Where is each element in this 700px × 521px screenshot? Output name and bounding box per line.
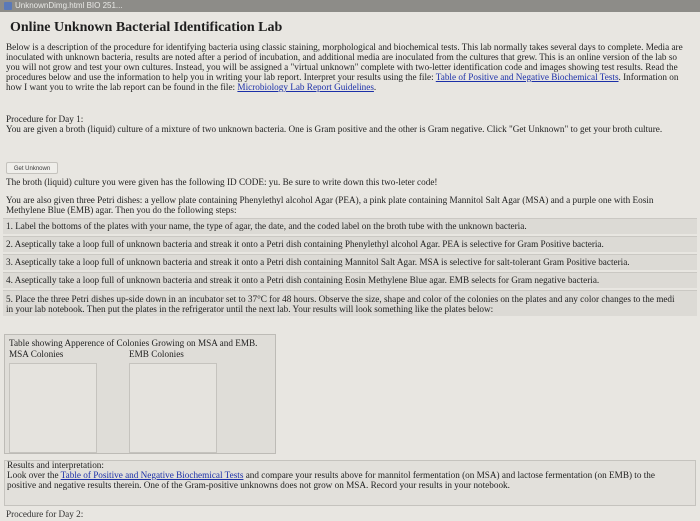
plates-line-1: You are also given three Petri dishes: a yellow plate containing Phenylethyl alcohol Agar (PEA), a pink plate containing Mannitol Salt Agar (MSA) and a purple one with Eosin	[6, 196, 654, 205]
step-1-text: 1. Label the bottoms of the plates with your name, the type of agar, the date, and the coded label on the broth tube with the unknown bacteria.	[6, 221, 527, 231]
lab-report-guidelines-link[interactable]: Microbiology Lab Report Guidelines	[237, 83, 374, 92]
results-heading: Results and interpretation:	[7, 461, 104, 470]
day2-heading: Procedure for Day 2:	[6, 510, 84, 519]
step-3-text: 3. Aseptically take a loop full of unknown bacteria and streak it onto a Petri dish containing Mannitol Salt Agar. MSA is selective for salt-tolerant Gram Positive bacteria.	[6, 257, 630, 267]
step-2	[3, 236, 697, 252]
results-biochem-tests-link[interactable]: Table of Positive and Negative Biochemical Tests	[60, 471, 244, 480]
day1-heading: Procedure for Day 1:	[6, 115, 84, 124]
intro-line-5-end: .	[373, 83, 377, 92]
results-line-1	[7, 471, 699, 481]
step-2-text: 2. Aseptically take a loop full of unknown bacteria and streak it onto a Petri dish containing Phenylethyl alcohol Agar. PEA is selective for Gram Positive bacteria.	[6, 239, 604, 249]
step-3	[3, 254, 697, 270]
table-caption: Table showing Apperence of Colonies Growing on MSA and EMB.	[9, 338, 258, 348]
intro-line-5-text: how I want you to write the lab report can be found in the file:	[6, 83, 238, 92]
step-1	[3, 218, 697, 234]
intro-line-2: inoculated with unknown bacteria, results are noted after a period of incubation, and additional media are inoculated from the cultures that grew. This is an online version of the lab so	[6, 53, 677, 62]
step-4-text: 4. Aseptically take a loop full of unknown bacteria and streak it onto a Petri dish containing Eosin Methylene Blue agar. EMB selects for Gram negative bacteria.	[6, 275, 600, 285]
page-title: Online Unknown Bacterial Identification Lab	[10, 20, 283, 35]
results-line-1-end: and compare your results above for mannitol fermentation (on MSA) and lactose fermentation (on EMB) to the	[243, 471, 655, 480]
results-section	[4, 460, 696, 506]
browser-tab-title[interactable]: UnknownDimg.html BIO 251...	[15, 1, 123, 10]
emb-image-cell	[129, 363, 217, 453]
id-code-line: The broth (liquid) culture you were given has the following ID CODE: yu. Be sure to write down this two-leter code!	[6, 178, 438, 187]
intro-line-4	[6, 73, 698, 83]
intro-line-5	[6, 83, 698, 93]
step-4	[3, 272, 697, 288]
day1-text: You are given a broth (liquid) culture of a mixture of two unknown bacteria. One is Gram positive and the other is Gram negative. Click "Get Unknown" to get your broth culture.	[6, 125, 663, 134]
results-line-2: positive and negative results therein. One of the Gram-positive unknowns does not grow on MSA. Record your results in your notebook.	[7, 481, 510, 490]
browser-tab-strip	[0, 0, 700, 12]
intro-line-4-text: procedures below and use the information to help you in writing your lab report. Interpret your results using the file:	[6, 73, 436, 82]
lab-page	[0, 12, 700, 521]
msa-column-header: MSA Colonies	[9, 349, 64, 359]
results-line-1-text: Look over the	[7, 471, 61, 480]
biochem-tests-link[interactable]: Table of Positive and Negative Biochemical Tests	[435, 73, 619, 82]
step-5-line-1: 5. Place the three Petri dishes up-side down in an incubator set to 37°C for 48 hours. Observe the size, shape and color of the colonies on the plates and any color changes to the medi	[6, 294, 675, 304]
page-icon	[4, 2, 12, 10]
emb-column-header: EMB Colonies	[129, 349, 184, 359]
intro-line-3: you will not grow and test your own cultures. Instead, you will be assigned a "virtual unknown" complete with two-letter identification code and images showing test results. Read the	[6, 63, 678, 72]
plates-line-2: Methylene Blue (EMB) agar. Then you do the following steps:	[6, 206, 237, 215]
intro-line-4-end: . Information on	[618, 73, 679, 82]
step-5-line-2: in your lab notebook. Then put the plates in the refrigerator until the next lab. Your results will look something like the plates below:	[6, 304, 494, 314]
msa-image-cell	[9, 363, 97, 453]
step-5	[3, 290, 697, 316]
intro-line-1: Below is a description of the procedure for identifying bacteria using classic staining, morphological and biochemical tests. This lab normally takes several days to complete. Media are	[6, 43, 683, 52]
colonies-table	[4, 334, 276, 454]
get-unknown-button[interactable]: Get Unknown	[6, 162, 58, 174]
